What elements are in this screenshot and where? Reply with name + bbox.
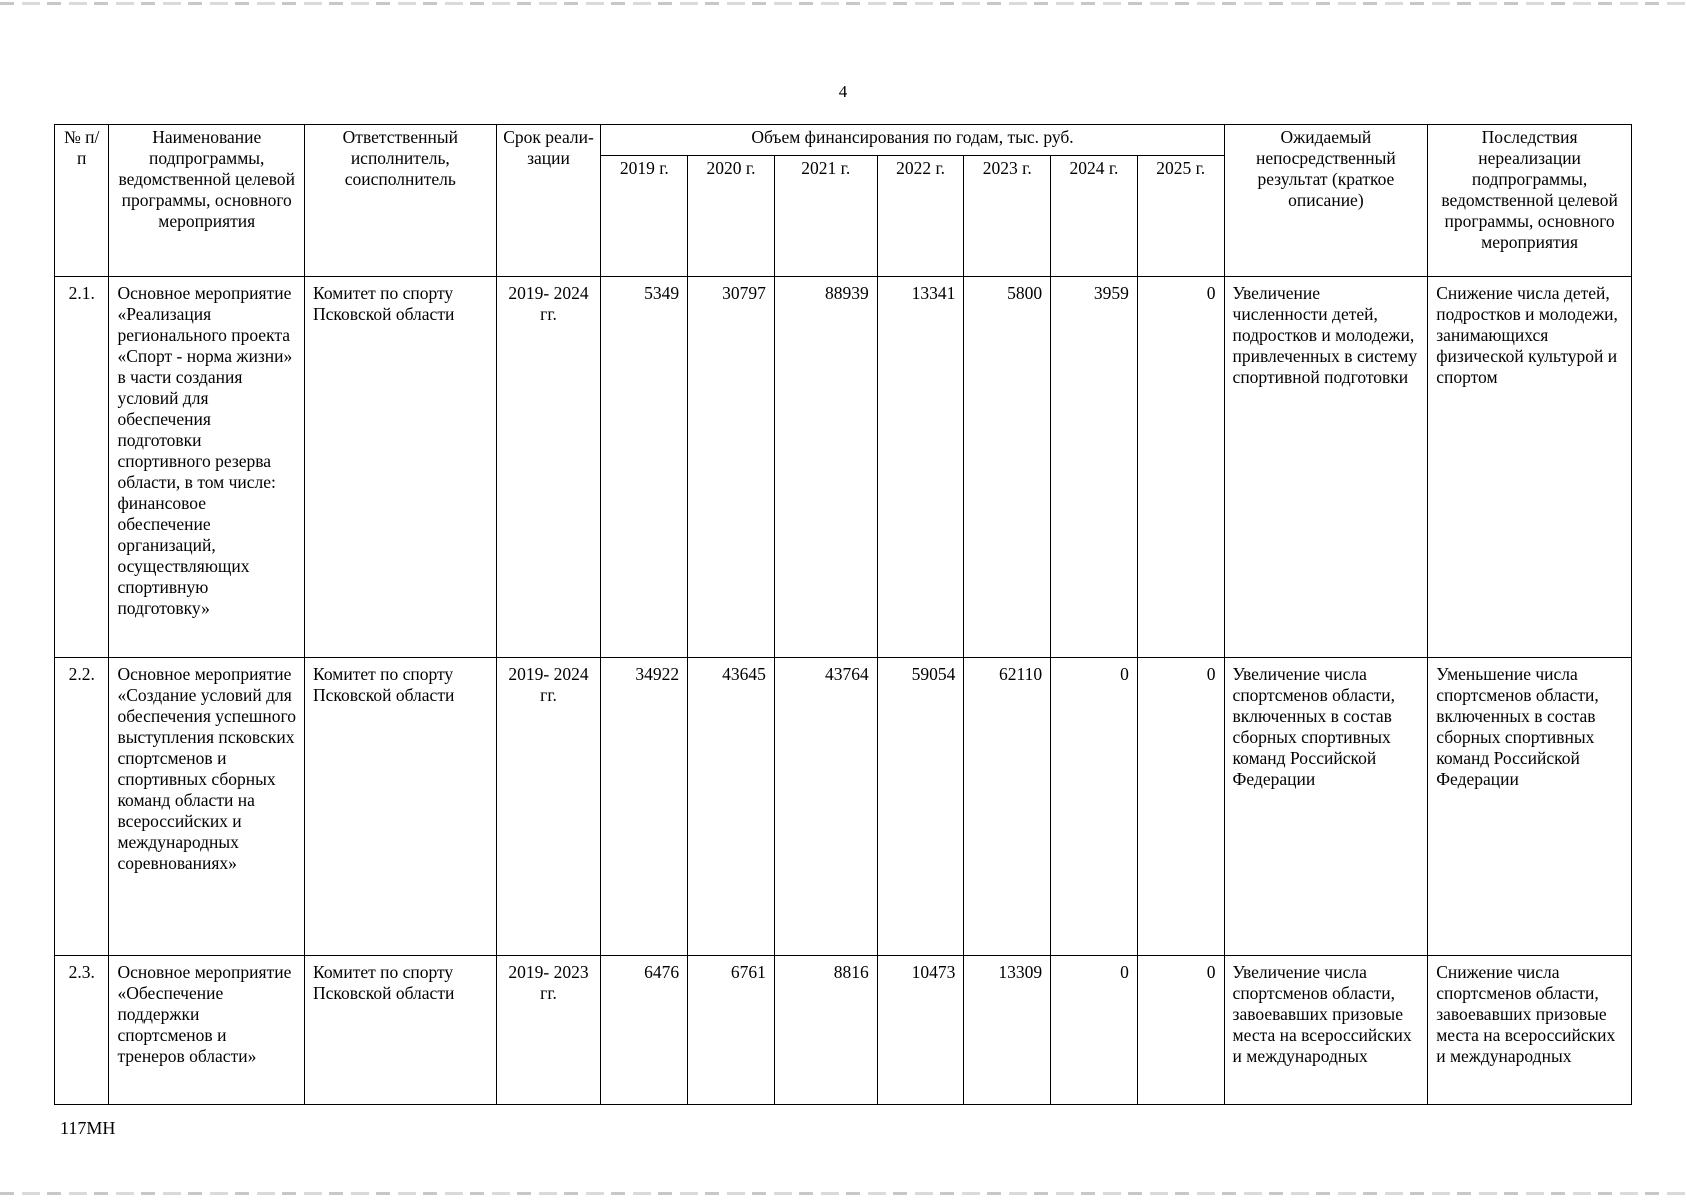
header-year-2023: 2023 г. xyxy=(964,156,1051,277)
header-year-2020: 2020 г. xyxy=(688,156,775,277)
document-code: 117МН xyxy=(60,1118,116,1138)
value-2020: 6761 xyxy=(688,956,775,1105)
header-year-2025: 2025 г. xyxy=(1137,156,1224,277)
value-2019: 34922 xyxy=(601,658,688,956)
scan-edge-bottom xyxy=(0,1192,1686,1195)
header-financing: Объем финансирования по годам, тыс. руб. xyxy=(601,125,1224,156)
value-2025: 0 xyxy=(1137,277,1224,658)
value-2025: 0 xyxy=(1137,956,1224,1105)
value-2022: 10473 xyxy=(877,956,964,1105)
scan-edge-top xyxy=(0,2,1686,5)
value-2019: 6476 xyxy=(601,956,688,1105)
header-year-2021: 2021 г. xyxy=(774,156,877,277)
value-2024: 0 xyxy=(1051,658,1138,956)
table-row xyxy=(55,277,1632,658)
value-2024: 3959 xyxy=(1051,277,1138,658)
page-number: 4 xyxy=(838,82,848,101)
header-result: Ожидаемый непосредственный результат (краткое описание) xyxy=(1224,125,1428,277)
table-row xyxy=(55,956,1632,1105)
header-consequences: Последствия нереализации подпрограммы, ведомственной целевой программы, основного мероприятия xyxy=(1428,125,1632,277)
value-2023: 62110 xyxy=(964,658,1051,956)
row-consequences: Уменьшение числа спортсменов области, включенных в состав сборных спортивных команд Российской Федерации xyxy=(1428,658,1632,956)
value-2021: 88939 xyxy=(774,277,877,658)
row-result: Увеличение численности детей, подростков и молодежи, привлеченных в систему спортивной подготовки xyxy=(1224,277,1428,658)
header-num: № п/п xyxy=(55,125,109,277)
value-2022: 59054 xyxy=(877,658,964,956)
header-row-1 xyxy=(55,125,1632,156)
header-executor: Ответственный исполнитель, соисполнитель xyxy=(305,125,497,277)
row-consequences: Снижение числа спортсменов области, завоевавших призовые места на всероссийских и международных xyxy=(1428,956,1632,1105)
value-2020: 43645 xyxy=(688,658,775,956)
value-2023: 5800 xyxy=(964,277,1051,658)
row-consequences: Снижение числа детей, подростков и молодежи, занимающихся физической культурой и спортом xyxy=(1428,277,1632,658)
value-2019: 5349 xyxy=(601,277,688,658)
header-year-2019: 2019 г. xyxy=(601,156,688,277)
row-num: 2.2. xyxy=(55,658,109,956)
row-name: Основное мероприятие «Реализация регионального проекта «Спорт - норма жизни» в части создания условий для обеспечения подготовки спортивного резерва области, в том числе: финансовое обеспечение организаций, осуществляющих спортивную подготовку» xyxy=(109,277,305,658)
row-num: 2.1. xyxy=(55,277,109,658)
value-2022: 13341 xyxy=(877,277,964,658)
value-2021: 8816 xyxy=(774,956,877,1105)
header-period: Срок реали- зации xyxy=(496,125,601,277)
row-num: 2.3. xyxy=(55,956,109,1105)
value-2025: 0 xyxy=(1137,658,1224,956)
row-executor: Комитет по спорту Псковской области xyxy=(305,277,497,658)
row-name: Основное мероприятие «Обеспечение поддержки спортсменов и тренеров области» xyxy=(109,956,305,1105)
value-2023: 13309 xyxy=(964,956,1051,1105)
row-executor: Комитет по спорту Псковской области xyxy=(305,956,497,1105)
header-year-2022: 2022 г. xyxy=(877,156,964,277)
row-executor: Комитет по спорту Псковской области xyxy=(305,658,497,956)
row-result: Увеличение числа спортсменов области, включенных в состав сборных спортивных команд Российской Федерации xyxy=(1224,658,1428,956)
value-2021: 43764 xyxy=(774,658,877,956)
table-row xyxy=(55,658,1632,956)
value-2020: 30797 xyxy=(688,277,775,658)
financing-table xyxy=(54,124,1632,1105)
header-year-2024: 2024 г. xyxy=(1051,156,1138,277)
row-name: Основное мероприятие «Создание условий для обеспечения успешного выступления псковских спортсменов и спортивных сборных команд области на всероссийских и международных соревнованиях» xyxy=(109,658,305,956)
header-name: Наименование подпрограммы, ведомственной целевой программы, основного мероприятия xyxy=(109,125,305,277)
row-result: Увеличение числа спортсменов области, завоевавших призовые места на всероссийских и международных xyxy=(1224,956,1428,1105)
row-period: 2019- 2023 гг. xyxy=(496,956,601,1105)
row-period: 2019- 2024 гг. xyxy=(496,277,601,658)
row-period: 2019- 2024 гг. xyxy=(496,658,601,956)
value-2024: 0 xyxy=(1051,956,1138,1105)
